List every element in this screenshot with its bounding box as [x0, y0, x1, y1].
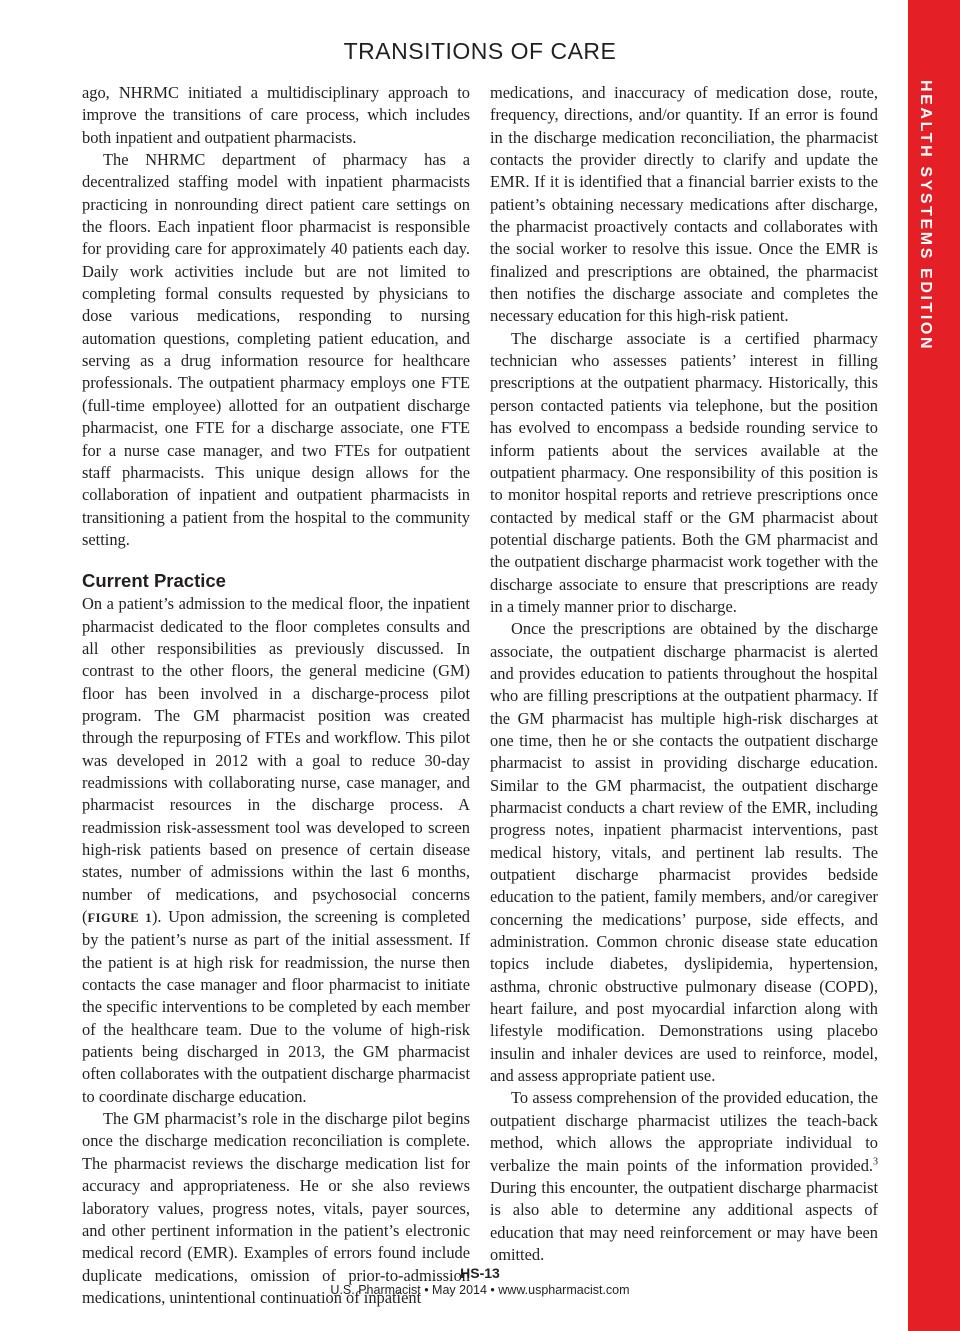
- paragraph-text: On a patient’s admission to the medical floor, the inpatient pharmacist dedicated to the floor completes consults and all other responsibilities as previously discussed. In contrast to the other floors, the general medicine (GM) floor has been involved in a discharge-process pilot program. The GM pharmacist position was created through the repurposing of FTEs and workflow. This pilot was developed in 2012 with a goal to reduce 30-day readmissions with collaborating nurse, case manager, and pharmacist resources in the discharge process. A readmission risk-assessment tool was developed to screen high-risk patients based on presence of certain disease states, number of admissions within the last 6 months, number of medications, and psychosocial concerns (: [82, 594, 470, 927]
- paragraph: The discharge associate is a certified pharmacy technician who assesses patients’ interest in filling prescriptions at the outpatient pharmacy. Historically, this person contacted patients via telephone, but the position has evolved to encompass a bedside rounding service to inform patients about the services available at the outpatient pharmacy. One responsibility of this position is to monitor hospital reports and retrieve prescriptions once contacted by medical staff or the GM pharmacist about potential discharge patients. Both the GM pharmacist and the outpatient discharge pharmacist work together with the discharge associate to ensure that prescriptions are ready in a timely manner prior to discharge.: [490, 328, 878, 616]
- paragraph: [82, 593, 470, 1108]
- paragraph-text: ). Upon admission, the screening is completed by the patient’s nurse as part of the initial assessment. If the patient is at high risk for readmission, the nurse then contacts the case manager and floor pharmacist to initiate the specific interventions to be completed by each member of the healthcare team. Due to the volume of high-risk patients being discharged in 2013, the GM pharmacist often collaborates with the outpatient discharge pharmacist to coordinate discharge education.: [82, 907, 470, 1106]
- paragraph: Once the prescriptions are obtained by the discharge associate, the outpatient discharge pharmacist is alerted and provides education to patients throughout the hospital who are filling prescriptions at the outpatient pharmacy. If the GM pharmacist has multiple high-risk discharges at one time, then he or she contacts the outpatient discharge pharmacist to assist in providing discharge education. Similar to the GM pharmacist, the outpatient discharge pharmacist conducts a chart review of the EMR, including progress notes, inpatient pharmacist interventions, past medical history, vitals, and pertinent lab results. The outpatient discharge pharmacist provides bedside education to the patient, family members, and/or caregiver concerning the medications’ purpose, side effects, and administration. Common chronic disease state education topics include diabetes, dyslipidemia, hypertension, asthma, chronic obstructive pulmonary disease (COPD), heart failure, and post myocardial infarction along with lifestyle modification. Demonstrations using placebo insulin and inhaler devices are used to reinforce, model, and assess appropriate patient use.: [490, 619, 878, 1086]
- reference-superscript: 3: [873, 1156, 878, 1168]
- paragraph-text: To assess comprehension of the provided education, the outpatient discharge pharmacist utilizes the teach-back method, which allows the appropriate individual to verbalize the main points of the information provided.: [490, 1088, 878, 1175]
- publication-line: U.S. Pharmacist • May 2014 • www.uspharmacist.com: [330, 1283, 630, 1297]
- section-heading: Current Practice: [82, 570, 226, 592]
- page-number: HS-13: [460, 1265, 500, 1281]
- edition-side-band: [908, 0, 960, 1331]
- page-footer: [0, 1264, 960, 1299]
- paragraph: ago, NHRMC initiated a multidisciplinary approach to improve the transitions of care process, which includes both inpatient and outpatient pharmacists.: [82, 83, 470, 147]
- paragraph: [490, 1087, 878, 1266]
- paragraph: The NHRMC department of pharmacy has a decentralized staffing model with inpatient pharmacists practicing in nonrounding direct patient care settings on the floors. Each inpatient floor pharmacist is responsible for providing care for approximately 40 patients each day. Daily work activities include but are not limited to completing formal consults requested by physicians to dose various medications, responding to nursing automation questions, completing patient education, and serving as a drug information resource for healthcare professionals. The outpatient pharmacy employs one FTE (full-time employee) allotted for an outpatient discharge pharmacist, one FTE for a discharge associate, one FTE for a nurse case manager, and two FTEs for outpatient staff pharmacists. This unique design allows for the collaboration of inpatient and outpatient pharmacists in transitioning a patient from the hospital to the community setting.: [82, 150, 470, 549]
- left-column: [82, 82, 470, 1309]
- paragraph: medications, and inaccuracy of medication dose, route, frequency, directions, and/or quantity. If an error is found in the discharge medication reconciliation, the pharmacist contacts the provider directly to clarify and update the EMR. If it is identified that a financial barrier exists to the patient’s obtaining necessary medications after discharge, the pharmacist proactively contacts and collaborates with the social worker to resolve this issue. Once the EMR is finalized and prescriptions are obtained, the pharmacist then notifies the discharge associate and completes the necessary education for this high-risk patient.: [490, 83, 878, 326]
- paragraph-text: During this encounter, the outpatient discharge pharmacist is also able to determine any additional aspects of education that may need reinforcement or may have been omitted.: [490, 1177, 878, 1264]
- edition-label: HEALTH SYSTEMS EDITION: [917, 80, 934, 352]
- right-column: [490, 82, 878, 1266]
- paragraph: The GM pharmacist’s role in the discharge pilot begins once the discharge medication reconciliation is complete. The pharmacist reviews the discharge medication list for accuracy and appropriateness. He or she also reviews laboratory values, progress notes, vitals, payer sources, and other pertinent information in the patient’s electronic medical record (EMR). Examples of errors found include duplicate medications, omission of prior-to-admission medications, unintentional continuation of inpatient: [82, 1109, 470, 1307]
- figure-reference: FIGURE 1: [87, 911, 152, 926]
- section-title: TRANSITIONS OF CARE: [343, 38, 617, 64]
